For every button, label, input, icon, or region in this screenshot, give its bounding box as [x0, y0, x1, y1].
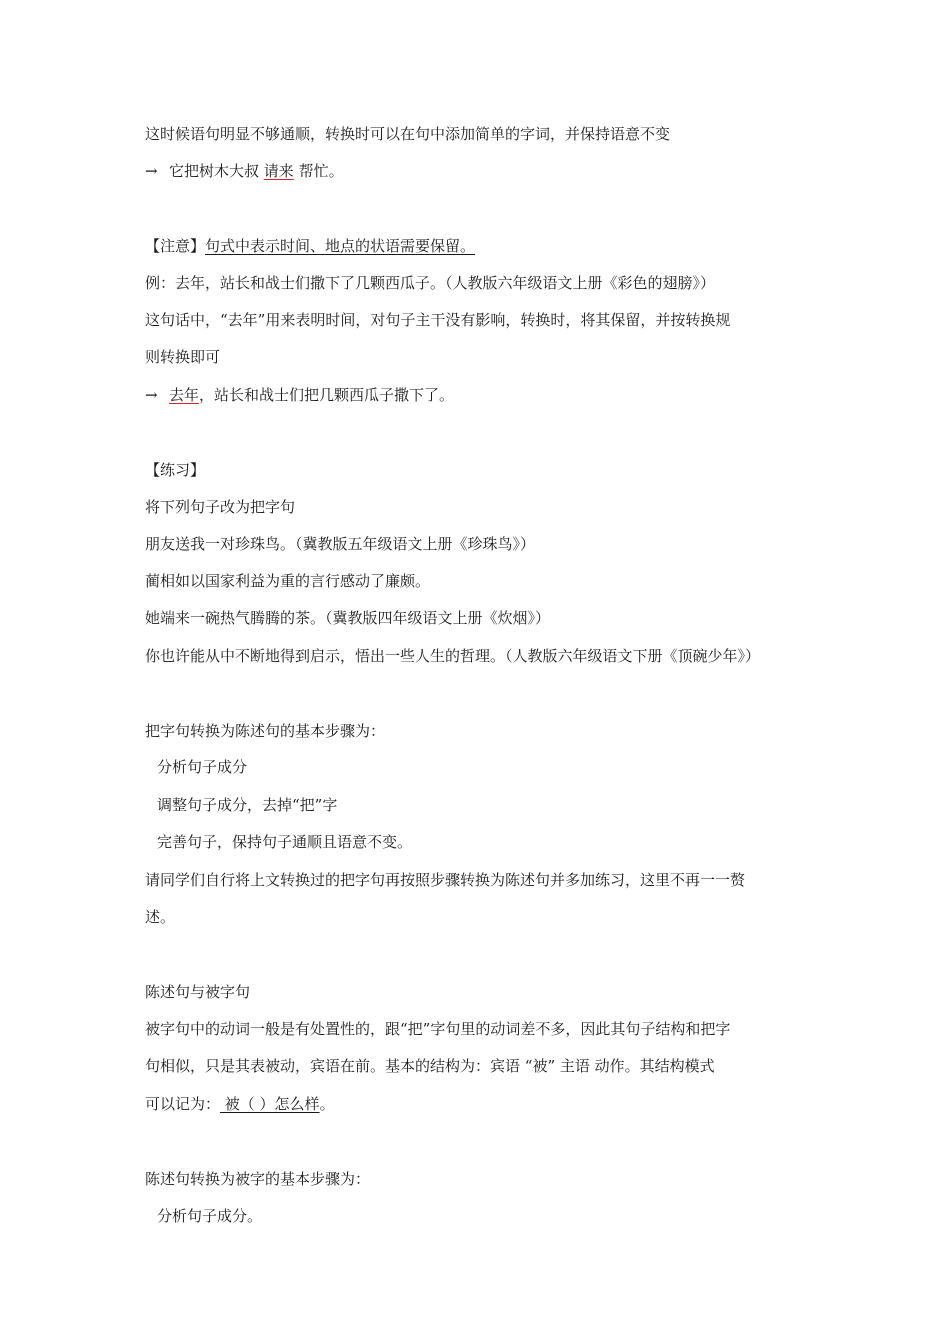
- note-line: 【注意】句式中表示时间、地点的状语需要保留。: [145, 237, 476, 255]
- paragraph-line: 述。: [145, 908, 176, 926]
- paragraph-line: 句相似，只是其表被动，宾语在前。基本的结构为：宾语 “被” 主语 动作。其结构模式: [145, 1057, 715, 1075]
- paragraph-line: 这时候语句明显不够通顺，转换时可以在句中添加简单的字词，并保持语意不变: [145, 125, 671, 143]
- paragraph-line: 被字句中的动词一般是有处置性的，跟“把”字句里的动词差不多，因此其句子结构和把字: [145, 1020, 731, 1038]
- example-answer-line: → 去年，站长和战士们把几颗西瓜子撒下了。: [145, 386, 455, 404]
- paragraph-line: 例：去年，站长和战士们撒下了几颗西瓜子。（人教版六年级语文上册《彩色的翅膀》）: [145, 274, 716, 292]
- arrow-icon: →: [145, 162, 158, 180]
- paragraph-line: 把字句转换为陈述句的基本步骤为：: [145, 722, 386, 740]
- step-item: 分析句子成分。: [157, 1207, 263, 1225]
- section-heading: 【练习】: [145, 461, 206, 479]
- exercise-item: 你也许能从中不断地得到启示，悟出一些人生的哲理。（人教版六年级语文下册《顶碗少年》）: [145, 647, 761, 665]
- paragraph-line: 这句话中，“去年”用来表明时间，对句子主干没有影响，转换时，将其保留，并按转换规: [145, 311, 731, 329]
- structure-pattern: 被（ ）怎么样: [220, 1095, 320, 1113]
- kept-adverbial: 去年: [169, 386, 200, 404]
- paragraph-line: 则转换即可: [145, 348, 221, 366]
- paragraph-line: 可以记为： 被（ ）怎么样。: [145, 1095, 335, 1113]
- added-word: 请来: [263, 162, 294, 180]
- example-answer-line: → 它把树木大叔 请来 帮忙。: [145, 162, 344, 180]
- exercise-item: 她端来一碗热气腾腾的茶。（冀教版四年级语文上册《炊烟》）: [145, 609, 551, 627]
- section-heading: 陈述句与被字句: [145, 983, 251, 1001]
- step-item: 调整句子成分，去掉“把”字: [157, 796, 338, 814]
- paragraph-line: 将下列句子改为把字句: [145, 498, 296, 516]
- note-text: 句式中表示时间、地点的状语需要保留。: [205, 237, 476, 255]
- paragraph-line: 陈述句转换为被字的基本步骤为：: [145, 1170, 371, 1188]
- step-item: 分析句子成分: [157, 758, 248, 776]
- paragraph-line: 请同学们自行将上文转换过的把字句再按照步骤转换为陈述句并多加练习，这里不再一一赘: [145, 871, 746, 889]
- arrow-icon: →: [145, 386, 158, 404]
- exercise-item: 朋友送我一对珍珠鸟。（冀教版五年级语文上册《珍珠鸟》）: [145, 535, 536, 553]
- exercise-item: 蔺相如以国家利益为重的言行感动了廉颇。: [145, 572, 431, 590]
- step-item: 完善句子，保持句子通顺且语意不变。: [157, 833, 413, 851]
